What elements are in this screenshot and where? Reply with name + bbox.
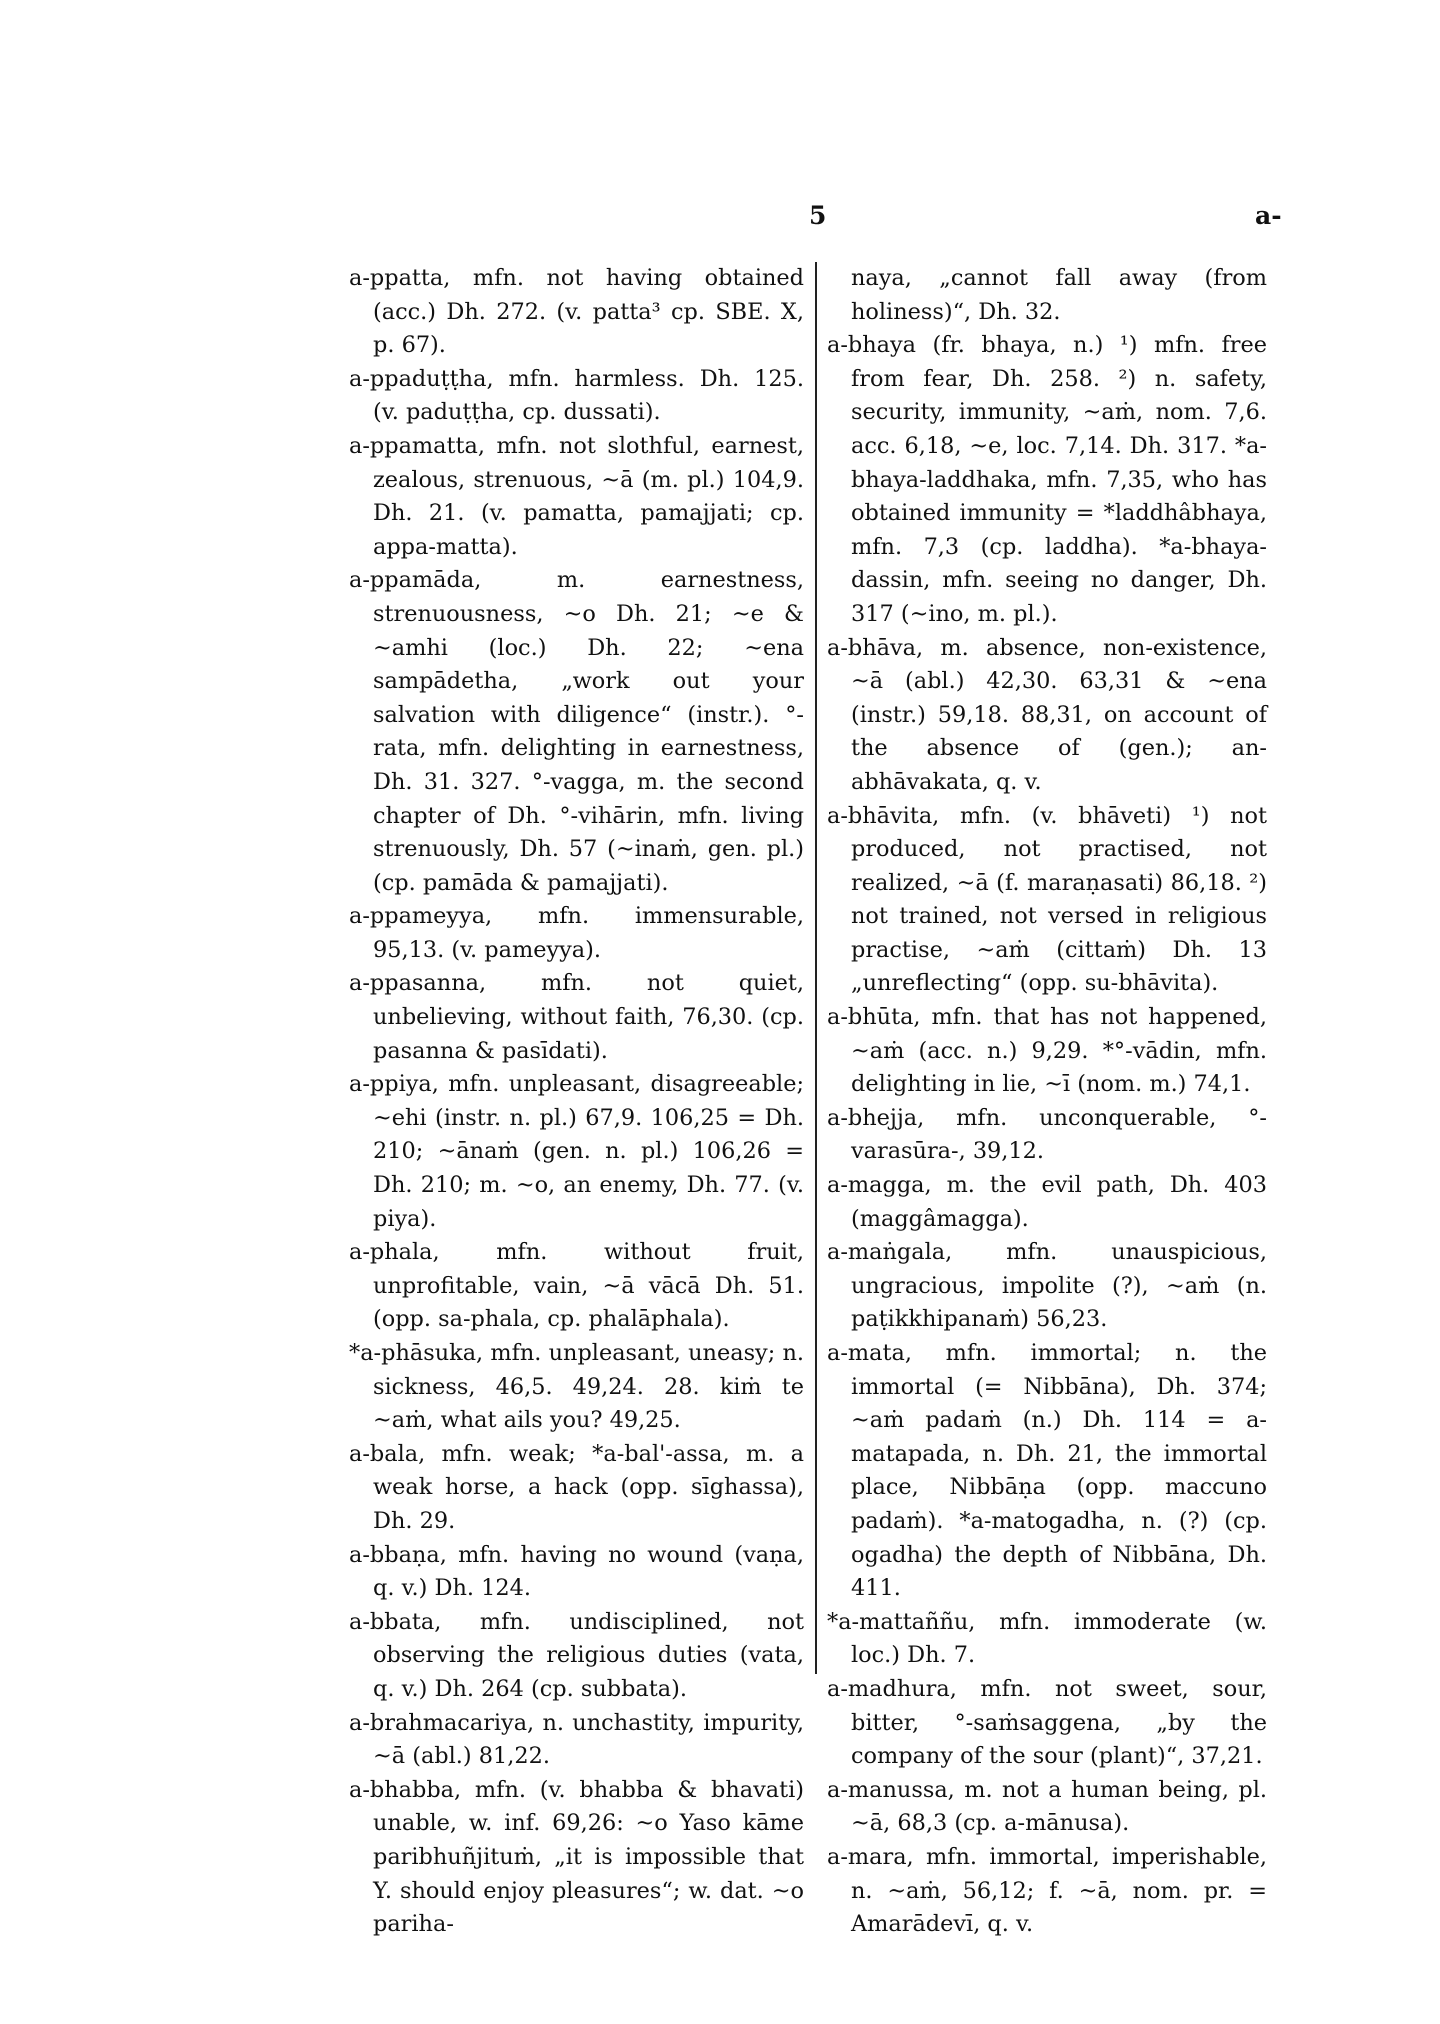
entry: a-bhūta, mfn. that has not happened, ~aṁ (acc. n.) 9,29. *°-vādin, mfn. delighting in lie, ~ī (nom. m.) 74,1. [827, 1004, 1267, 1098]
running-header: a- [1255, 201, 1282, 230]
entry: a-mata, mfn. immortal; n. the immortal (= Nibbāna), Dh. 374; ~aṁ padaṁ (n.) Dh. 114 = a-matapada, n. Dh. 21, the immortal place, Nibbāṇa (opp. maccuno padaṁ). *a-matogadha, n. (?) (cp. ogadha) the depth of Nibbāna, Dh. 411. [827, 1340, 1267, 1602]
entry: a-ppasanna, mfn. not quiet, unbelieving, without faith, 76,30. (cp. pasanna & pasīdati). [349, 970, 804, 1064]
entry: *a-mattaññu, mfn. immoderate (w. loc.) Dh. 7. [827, 1608, 1267, 1669]
entry: a-brahmacariya, n. unchastity, impurity, ~ā (abl.) 81,22. [349, 1709, 804, 1770]
entry: a-bhāvita, mfn. (v. bhāveti) ¹) not produced, not practised, not realized, ~ā (f. maraṇasati) 86,18. ²) not trained, not versed in religious practise, ~aṁ (cittaṁ) Dh. 13 „unreflecting“ (opp. su-bhāvita). [827, 802, 1267, 997]
entry: a-manussa, m. not a human being, pl. ~ā, 68,3 (cp. a-mānusa). [827, 1776, 1267, 1837]
entry-continuation: naya, „cannot fall away (from holiness)“, Dh. 32. [851, 265, 1267, 325]
right-column [827, 262, 1267, 1942]
entry: a-bhejja, mfn. unconquerable, °-varasūra-, 39,12. [827, 1104, 1267, 1165]
entry: a-maṅgala, mfn. unauspicious, ungracious, impolite (?), ~aṁ (n. paṭikkhipanaṁ) 56,23. [827, 1239, 1267, 1333]
entry: a-ppatta, mfn. not having obtained (acc.) Dh. 272. (v. patta³ cp. SBE. X, p. 67). [349, 265, 804, 359]
entry: a-bhāva, m. absence, non-existence, ~ā (abl.) 42,30. 63,31 & ~ena (instr.) 59,18. 88,31, on account of the absence of (gen.); an-abhāvakata, q. v. [827, 634, 1267, 795]
entry: a-bhaya (fr. bhaya, n.) ¹) mfn. free from fear, Dh. 258. ²) n. safety, security, immunity, ~aṁ, nom. 7,6. acc. 6,18, ~e, loc. 7,14. Dh. 317. *a-bhaya-laddhaka, mfn. 7,35, who has obtained immunity = *laddhâbhaya, mfn. 7,3 (cp. laddha). *a-bhaya-dassin, mfn. seeing no danger, Dh. 317 (~ino, m. pl.). [827, 332, 1267, 627]
entry: a-ppamatta, mfn. not slothful, earnest, zealous, strenuous, ~ā (m. pl.) 104,9. Dh. 21. (v. pamatta, pamajjati; cp. appa-matta). [349, 432, 804, 560]
entry: a-ppameyya, mfn. immensurable, 95,13. (v. pameyya). [349, 903, 804, 963]
entry: a-mara, mfn. immortal, imperishable, n. ~aṁ, 56,12; f. ~ā, nom. pr. = Amarādevī, q. v. [827, 1843, 1267, 1938]
entry: a-bbaṇa, mfn. having no wound (vaṇa, q. v.) Dh. 124. [349, 1541, 804, 1602]
entry: a-bhabba, mfn. (v. bhabba & bhavati) unable, w. inf. 69,26: ~o Yaso kāme paribhuñjituṁ, „it is impossible that Y. should enjoy pleasures“; w. dat. ~o pariha- [349, 1776, 804, 1938]
entry: *a-phāsuka, mfn. unpleasant, uneasy; n. sickness, 46,5. 49,24. 28. kiṁ te ~aṁ, what ails you? 49,25. [349, 1340, 804, 1434]
entry: a-magga, m. the evil path, Dh. 403 (maggâmagga). [827, 1172, 1267, 1232]
left-column [349, 262, 804, 1942]
entry: a-ppiya, mfn. unpleasant, disagreeable; ~ehi (instr. n. pl.) 67,9. 106,25 = Dh. 210; ~ānaṁ (gen. n. pl.) 106,26 = Dh. 210; m. ~o, an enemy, Dh. 77. (v. piya). [349, 1071, 804, 1232]
entry: a-ppaduṭṭha, mfn. harmless. Dh. 125. (v. paduṭṭha, cp. dussati). [349, 365, 804, 426]
entry: a-ppamāda, m. earnestness, strenuousness, ~o Dh. 21; ~e & ~amhi (loc.) Dh. 22; ~ena sampādetha, „work out your salvation with diligence“ (instr.). °-rata, mfn. delighting in earnestness, Dh. 31. 327. °-vagga, m. the second chapter of Dh. °-vihārin, mfn. living strenuously, Dh. 57 (~inaṁ, gen. pl.) (cp. pamāda & pamajjati). [349, 567, 804, 896]
entry: a-phala, mfn. without fruit, unprofitable, vain, ~ā vācā Dh. 51. (opp. sa-phala, cp. phalāphala). [349, 1239, 804, 1333]
column-divider [815, 262, 817, 1674]
entry: a-bala, mfn. weak; *a-bal'-assa, m. a weak horse, a hack (opp. sīghassa), Dh. 29. [349, 1440, 804, 1534]
entry: a-madhura, mfn. not sweet, sour, bitter, °-saṁsaggena, „by the company of the sour (plant)“, 37,21. [827, 1675, 1267, 1770]
page-number: 5 [809, 201, 827, 230]
entry: a-bbata, mfn. undisciplined, not observing the religious duties (vata, q. v.) Dh. 264 (cp. subbata). [349, 1608, 804, 1702]
